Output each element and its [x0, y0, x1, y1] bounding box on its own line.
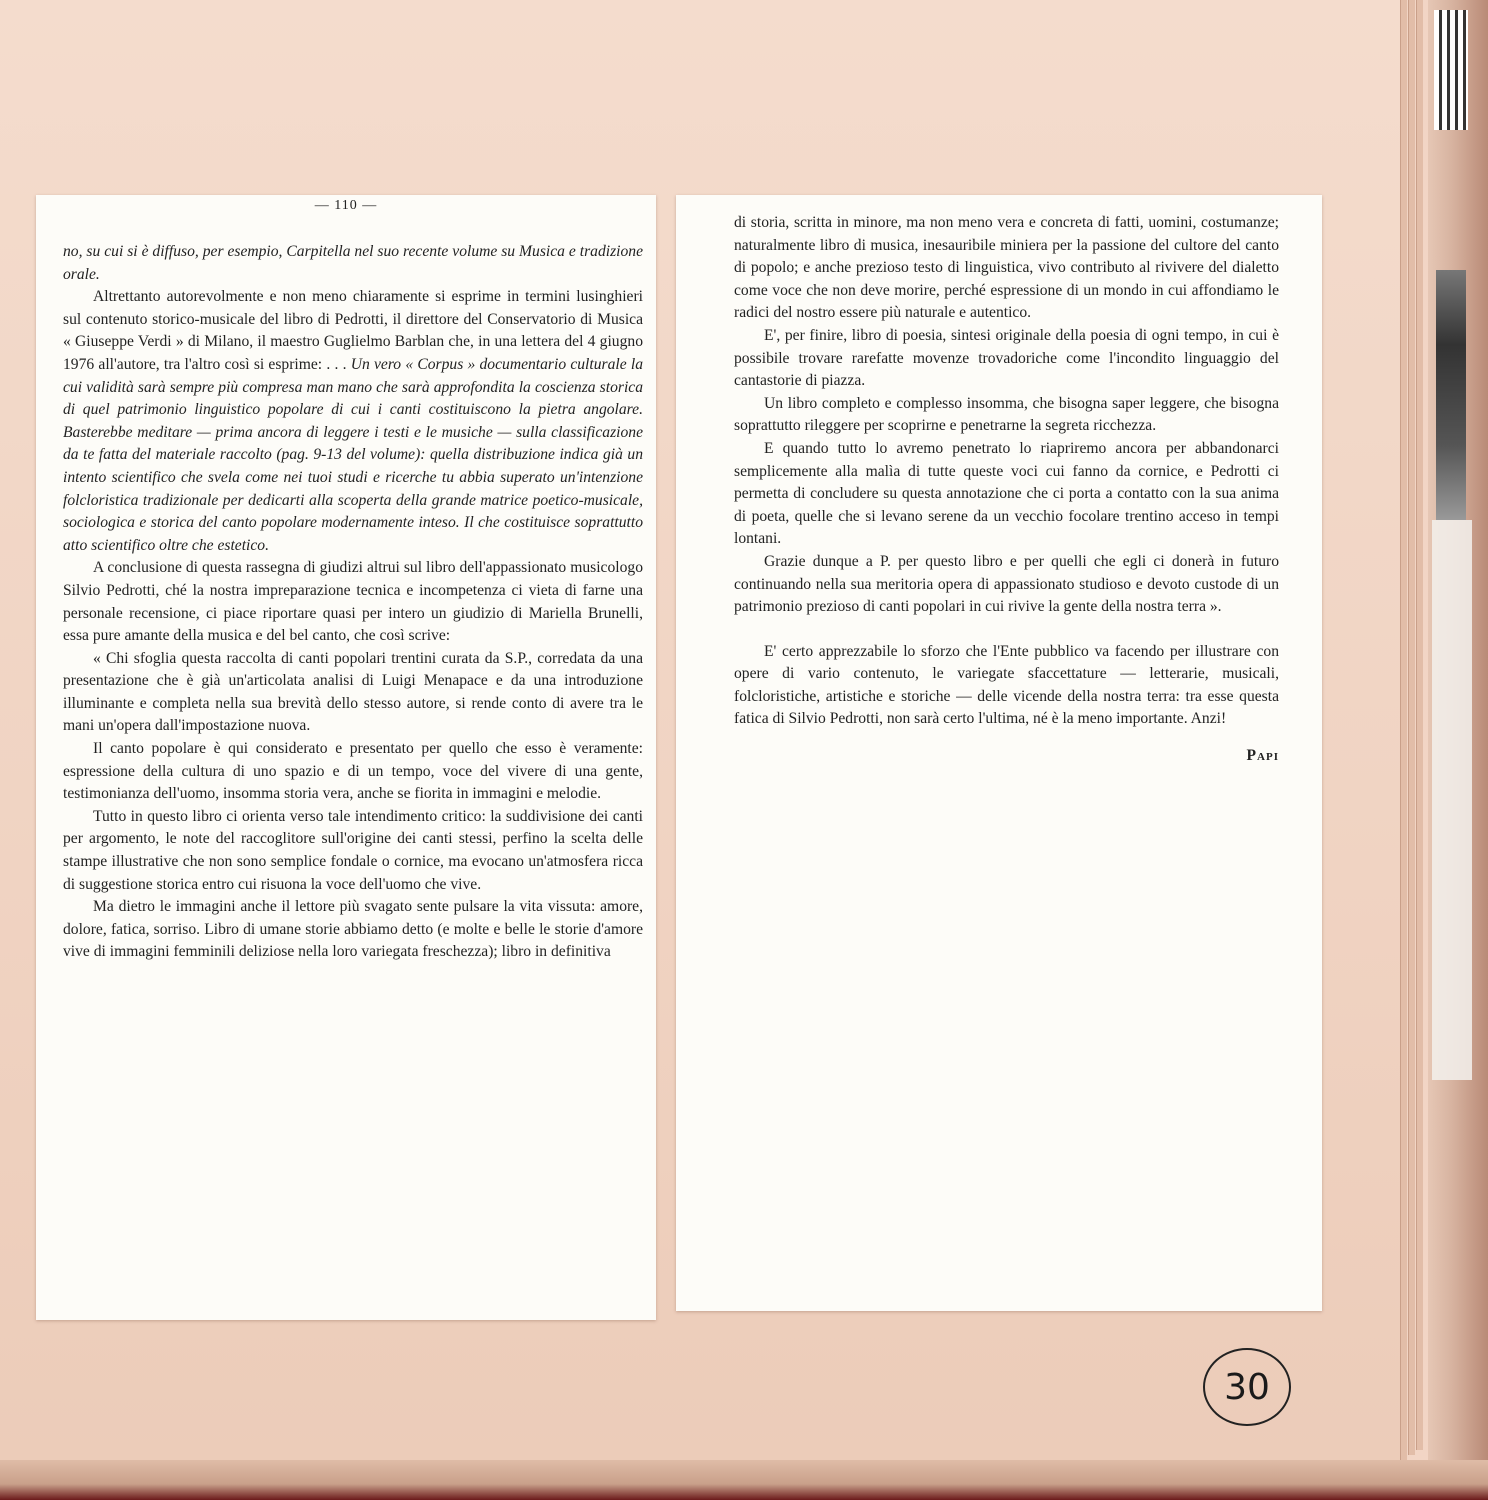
paragraph: A conclusione di questa rassegna di giudizi altrui sul libro dell'appassionato musicologo Silvio Pedrotti, ché la nostra impreparazione tecnica e incompetenza ci vieta di farne una personale recensione, ci piace riportare quasi per intero un giudizio di Mariella Brunelli, essa pure amante della musica e del bel canto, che così scrive: [63, 559, 643, 645]
album-edge [1428, 0, 1488, 1460]
paragraph: Un libro completo e complesso insomma, che bisogna saper leggere, che bisogna soprattutto rileggere per scoprirne e penetrarne la segreta ricchezza. [734, 394, 1279, 435]
right-clipping [676, 195, 1322, 1311]
edge-paper [1432, 520, 1472, 1080]
paragraph: Grazie dunque a P. per questo libro e per quelli che egli ci donerà in futuro continuando nella sua meritoria opera di appassionato studioso e devoto custode di un patrimonio prezioso di canti popolari in cui rivive la gente della nostra terra ». [734, 552, 1279, 616]
edge-photo [1436, 270, 1466, 520]
album-bottom-edge [0, 1460, 1488, 1500]
page-edge [1400, 0, 1407, 1460]
paragraph: Tutto in questo libro ci orienta verso tale intendimento critico: la suddivisione dei canti per argomento, le note del raccoglitore sull'origine dei canti stessi, perfino la scelta delle stampe illustrative che non sono semplice fondale o cornice, ma evocano un'atmosfera ricca di suggestione storica entro cui risuona la voce dell'uomo che vive. [63, 807, 643, 893]
left-clipping [36, 195, 656, 1320]
paragraph: Altrettanto autorevolmente e non meno chiaramente si esprime in termini lusinghieri sul contenuto storico-musicale del libro di Pedrotti, il direttore del Conservatorio di Musica « Giuseppe Verdi » di Milano, il maestro Guglielmo Barblan che, in una lettera del 4 giugno 1976 all'autore, tra l'altro così si esprime: . . . Un vero « Corpus » documentario culturale la cui validità sarà sempre più compresa man mano che sarà approfondita la coscienza storica di quel patrimonio linguistico popolare di cui i canti costituiscono la pietra angolare. Basterebbe meditare — prima ancora di leggere i testi e le musiche — sulla classificazione da te fatta del materiale raccolto (pag. 9-13 del volume): quella distribuzione indica già un intento scientifico che svela come nei tuoi studi e ricerche tu abbia superato un'intenzione folcloristica tradizionale per dedicarti alla scoperta della grande matrice poetico-musicale, sociologica e storica del canto popolare modernamente inteso. Il che costituisce soprattutto atto scientifico oltre che estetico. [63, 288, 643, 554]
paragraph: E', per finire, libro di poesia, sintesi originale della poesia di ogni tempo, in cui è possibile trovare rarefatte movenze trovadoriche come l'incondito linguaggio del cantastorie di piazza. [734, 326, 1279, 390]
page-edge [1408, 0, 1415, 1455]
author-signature: Papi [1246, 747, 1279, 765]
folio-number-text: 30 [1224, 1366, 1270, 1408]
paragraph: Il canto popolare è qui considerato e presentato per quello che esso è veramente: espressione della cultura di uno spazio e di un tempo, voce del vivere di una gente, testimonianza dell'uomo, insomma storia vera, anche se fiorita in immagini e melodie. [63, 740, 643, 803]
left-text-column [63, 241, 643, 964]
right-text-column [734, 212, 1279, 768]
paragraph: Ma dietro le immagini anche il lettore più svagato sente pulsare la vita vissuta: amore, dolore, fatica, sorriso. Libro di umane storie abbiamo detto (e molte e belle le storie d'amore vive di immagini femminili deliziose nella loro variegata freschezza); libro in definitiva [63, 898, 643, 961]
paragraph: di storia, scritta in minore, ma non meno vera e concreta di fatti, uomini, costumanze; naturalmente libro di musica, inesauribile miniera per la passione del cultore del canto di popolo; e anche prezioso testo di linguistica, vivo contributo al rivivere del dialetto come voce che non deve morire, perché espressione di un mondo in cui affondiamo le radici del nostro essere più naturale e autentico. [734, 214, 1279, 322]
paragraph: E quando tutto lo avremo penetrato lo riapriremo ancora per abbandonarci semplicemente alla malìa di tutte queste voci cui fanno da cornice, e Pedrotti ci permetta di concludere su questa annotazione che ci porta a contatto con la sua anima di poeta, quelle che si levano serene da un vecchio focolare trentino acceso in tempi lontani. [734, 439, 1279, 548]
handwritten-folio-number [1203, 1348, 1291, 1426]
edge-photo [1434, 10, 1468, 130]
page-edge [1416, 0, 1423, 1450]
paragraph: « Chi sfoglia questa raccolta di canti popolari trentini curata da S.P., corredata da una presentazione che è già un'articolata analisi di Luigi Menapace e da una introduzione illuminante e completa nella sua brevità dello stesso autore, si rende conto di avere tra le mani un'opera dall'impostazione nuova. [63, 649, 643, 735]
paragraph: E' certo apprezzabile lo sforzo che l'Ente pubblico va facendo per illustrare con opere di vario contenuto, le variegate sfaccettature — letterarie, musicali, folcloristiche, artistiche e storiche — delle vicende della nostra terra: tra esse questa fatica di Silvio Pedrotti, non sarà certo l'ultima, né è la meno importante. Anzi! [734, 642, 1279, 728]
page-number: — 110 — [314, 198, 378, 213]
paragraph: no, su cui si è diffuso, per esempio, Carpitella nel suo recente volume su Musica e tradizione orale. [63, 243, 643, 283]
